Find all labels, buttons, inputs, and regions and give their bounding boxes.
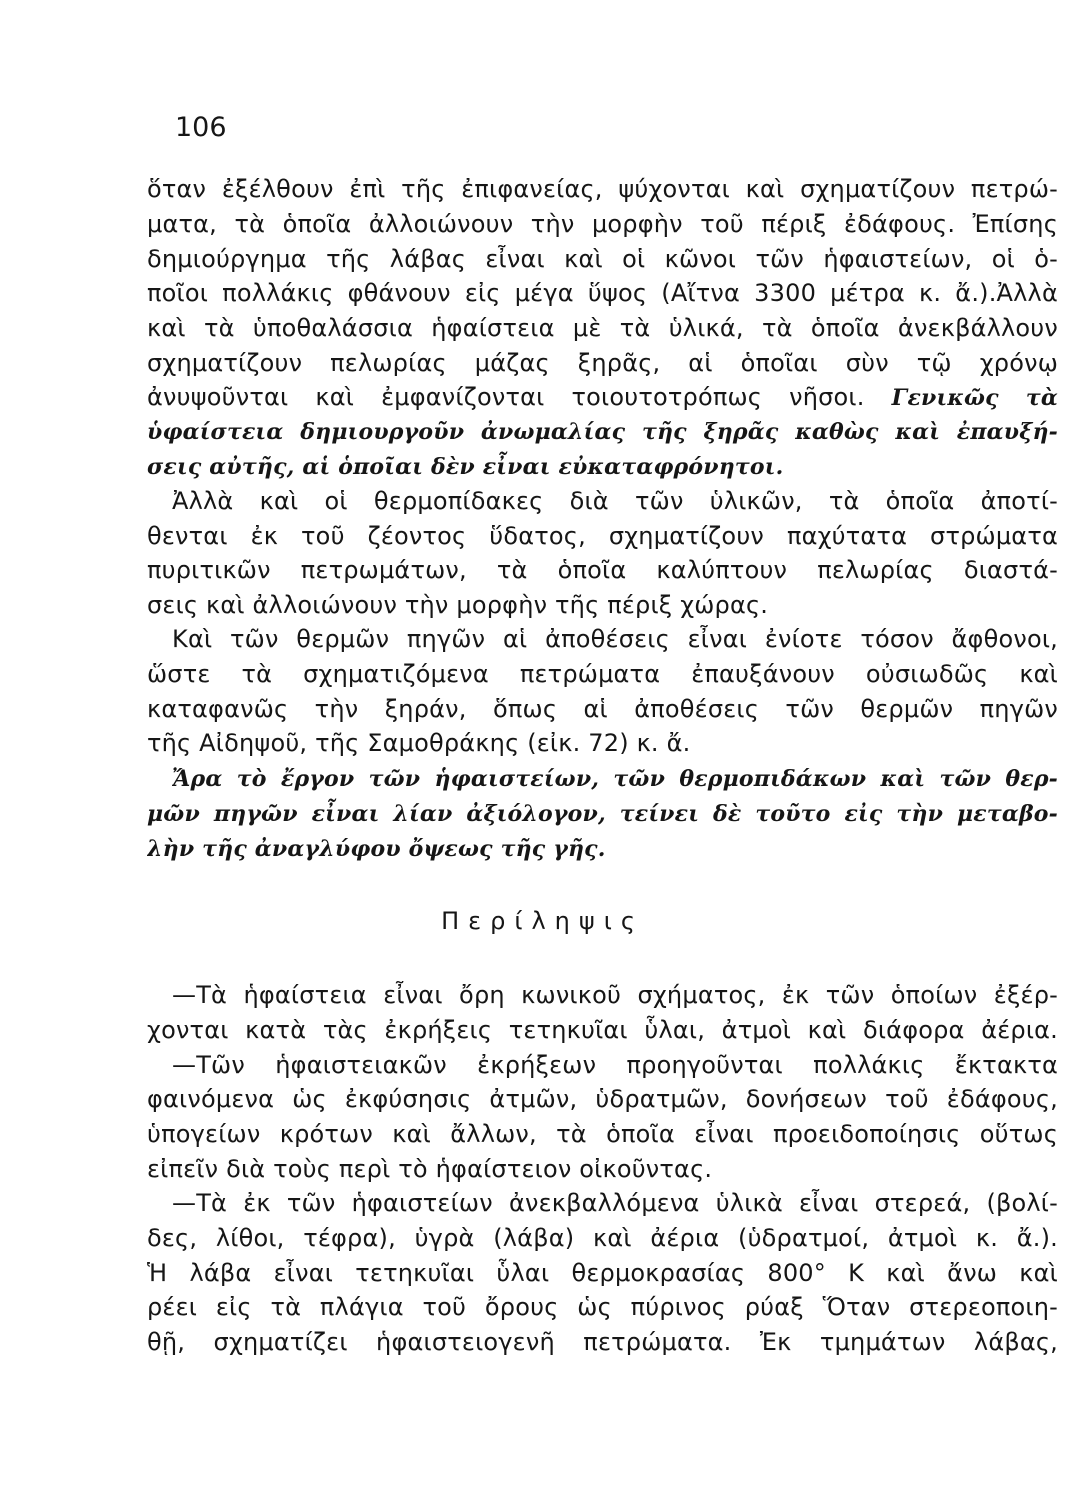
section-heading: Περίληψις (441, 907, 644, 935)
text-line-bold: Ἄρα τὸ ἔργον τῶν ἡφαιστείων, τῶν θερμοπιδάκων καὶ τῶν θερ- (172, 766, 1058, 792)
text-line: ἀνυψοῦνται καὶ ἐμφανίζονται τοιουτοτρόπως νῆσοι. Γενικῶς τὰ (147, 383, 1058, 411)
text-line: δημιούργημα τῆς λάβας εἶναι καὶ οἱ κῶνοι τῶν ἡφαιστείων, οἱ ὁ- (147, 245, 1058, 273)
summary-line: —Τῶν ἡφαιστειακῶν ἐκρήξεων προηγοῦνται πολλάκις ἔκτακτα (172, 1051, 1058, 1079)
emphasis-phrase: Γενικῶς τὰ (891, 385, 1058, 411)
summary-line: Ἡ λάβα εἶναι τετηκυῖαι ὗλαι θερμοκρασίας 800° Κ καὶ ἄνω καὶ (147, 1259, 1058, 1287)
text-line: σεις καὶ ἀλλοιώνουν τὴν μορφὴν τῆς πέριξ χώρας. (147, 591, 769, 619)
text-line: καταφανῶς τὴν ξηράν, ὅπως αἱ ἀποθέσεις τῶν θερμῶν πηγῶν (147, 695, 1058, 723)
text-line: ὅταν ἐξέλθουν ἐπὶ τῆς ἐπιφανείας, ψύχονται καὶ σχηματίζουν πετρώ- (147, 175, 1058, 203)
summary-line: —Τὰ ἡφαίστεια εἶναι ὄρη κωνικοῦ σχήματος, ἐκ τῶν ὁποίων ἐξέρ- (172, 981, 1058, 1009)
text-line: καὶ τὰ ὑποθαλάσσια ἡφαίστεια μὲ τὰ ὑλικά, τὰ ὁποῖα ἀνεκβάλλουν (147, 314, 1058, 342)
summary-line: ρέει εἰς τὰ πλάγια τοῦ ὄρους ὡς πύρινος ρύαξ Ὅταν στερεοποιη- (147, 1293, 1058, 1321)
text-line: τῆς Αἰδηψοῦ, τῆς Σαμοθράκης (εἰκ. 72) κ. ἄ. (147, 729, 691, 757)
summary-line: εἰπεῖν διὰ τοὺς περὶ τὸ ἡφαίστειον οἰκοῦντας. (147, 1155, 713, 1183)
text-line: σχηματίζουν πελωρίας μάζας ξηρᾶς, αἱ ὁποῖαι σὺν τῷ χρόνῳ (147, 349, 1058, 377)
text-line: ποῖοι πολλάκις φθάνουν εἰς μέγα ὕψος (Αἴτνα 3300 μέτρα κ. ἄ.).Ἀλλὰ (147, 279, 1058, 307)
text-line: ματα, τὰ ὁποῖα ἀλλοιώνουν τὴν μορφὴν τοῦ πέριξ ἐδάφους. Ἐπίσης (147, 210, 1058, 238)
summary-line: θῇ, σχηματίζει ἡφαιστειογενῆ πετρώματα. Ἐκ τμημάτων λάβας, (147, 1328, 1058, 1356)
summary-line: χονται κατὰ τὰς ἐκρήξεις τετηκυῖαι ὗλαι, ἀτμοὶ καὶ διάφορα ἀέρια. (147, 1016, 1058, 1044)
text-line: πυριτικῶν πετρωμάτων, τὰ ὁποῖα καλύπτουν πελωρίας διαστά- (147, 556, 1058, 584)
page-number: 106 (175, 112, 227, 143)
text-line-bold: σεις αὐτῆς, αἱ ὁποῖαι δὲν εἶναι εὐκαταφρόνητοι. (147, 454, 784, 480)
summary-line: δες, λίθοι, τέφρα), ὑγρὰ (λάβα) καὶ ἀέρια (ὑδρατμοί, ἀτμοὶ κ. ἄ.). (147, 1224, 1058, 1252)
text-line: ὥστε τὰ σχηματιζόμενα πετρώματα ἐπαυξάνουν οὐσιωδῶς καὶ (147, 660, 1058, 688)
summary-line: φαινόμενα ὡς ἐκφύσησις ἀτμῶν, ὑδρατμῶν, δονήσεων τοῦ ἐδάφους, (147, 1085, 1058, 1113)
text-line: θενται ἐκ τοῦ ζέοντος ὕδατος, σχηματίζουν παχύτατα στρώματα (147, 522, 1058, 550)
text-line: Ἀλλὰ καὶ οἱ θερμοπίδακες διὰ τῶν ὑλικῶν, τὰ ὁποῖα ἀποτί- (172, 487, 1058, 515)
summary-line: —Τὰ ἐκ τῶν ἡφαιστείων ἀνεκβαλλόμενα ὑλικὰ εἶναι στερεά, (βολί- (172, 1189, 1058, 1217)
text-line: Καὶ τῶν θερμῶν πηγῶν αἱ ἀποθέσεις εἶναι ἐνίοτε τόσον ἄφθονοι, (172, 625, 1058, 653)
summary-line: ὑπογείων κρότων καὶ ἄλλων, τὰ ὁποῖα εἶναι προειδοποίησις οὕτως (147, 1120, 1058, 1148)
text-line-bold: λὴν τῆς ἀναγλύφου ὄψεως τῆς γῆς. (147, 836, 606, 862)
text-line-bold: μῶν πηγῶν εἶναι λίαν ἀξιόλογον, τείνει δὲ τοῦτο εἰς τὴν μεταβο- (147, 801, 1058, 827)
text-line-bold: ὑφαίστεια δημιουργοῦν ἀνωμαλίας τῆς ξηρᾶς καθὼς καὶ ἐπαυξή- (147, 419, 1058, 445)
